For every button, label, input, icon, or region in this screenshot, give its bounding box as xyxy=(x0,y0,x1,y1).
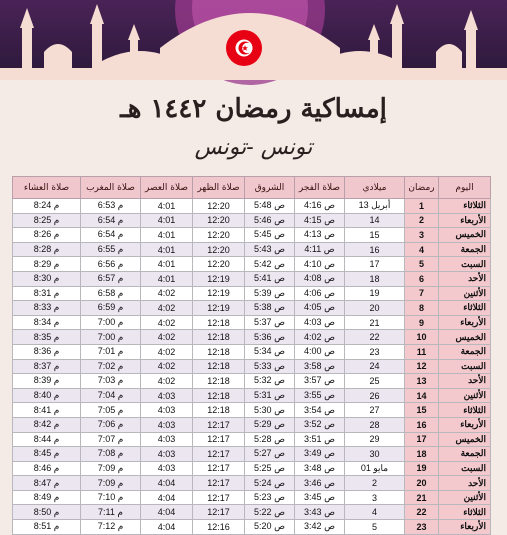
table-row xyxy=(13,271,491,286)
cell-isha: م 8:40 xyxy=(13,388,81,403)
cell-date: 22 xyxy=(345,330,405,345)
cell-day: الجمعة xyxy=(439,242,491,257)
cell-rm: 22 xyxy=(405,505,439,520)
cell-fajr: ص 3:49 xyxy=(295,447,345,462)
cell-day: الأربعاء xyxy=(439,213,491,228)
cell-day: الثلاثاء xyxy=(439,199,491,214)
cell-asr: 4:02 xyxy=(141,301,193,316)
cell-dhuhr: 12:20 xyxy=(193,213,245,228)
table-row xyxy=(13,257,491,272)
col-isha-header: صلاة العشاء xyxy=(13,177,81,199)
cell-sunrise: ص 5:27 xyxy=(245,447,295,462)
cell-date: 18 xyxy=(345,271,405,286)
cell-dhuhr: 12:16 xyxy=(193,520,245,535)
cell-isha: م 8:34 xyxy=(13,315,81,330)
cell-dhuhr: 12:18 xyxy=(193,388,245,403)
cell-asr: 4:03 xyxy=(141,403,193,418)
cell-sunrise: ص 5:23 xyxy=(245,490,295,505)
cell-fajr: ص 4:03 xyxy=(295,315,345,330)
cell-maghrib: م 6:58 xyxy=(81,286,141,301)
cell-date: 20 xyxy=(345,301,405,316)
cell-date: 17 xyxy=(345,257,405,272)
cell-date: مايو 01 xyxy=(345,461,405,476)
cell-dhuhr: 12:18 xyxy=(193,403,245,418)
cell-isha: م 8:41 xyxy=(13,403,81,418)
cell-rm: 8 xyxy=(405,301,439,316)
cell-fajr: ص 4:02 xyxy=(295,330,345,345)
cell-isha: م 8:44 xyxy=(13,432,81,447)
mosque-skyline-banner xyxy=(0,0,507,80)
cell-date: 4 xyxy=(345,505,405,520)
cell-rm: 6 xyxy=(405,271,439,286)
cell-maghrib: م 7:00 xyxy=(81,315,141,330)
cell-sunrise: ص 5:33 xyxy=(245,359,295,374)
table-row xyxy=(13,199,491,214)
cell-asr: 4:03 xyxy=(141,417,193,432)
cell-asr: 4:03 xyxy=(141,432,193,447)
cell-sunrise: ص 5:38 xyxy=(245,301,295,316)
col-asr-header: صلاة العصر xyxy=(141,177,193,199)
cell-fajr: ص 4:16 xyxy=(295,199,345,214)
cell-rm: 4 xyxy=(405,242,439,257)
cell-dhuhr: 12:18 xyxy=(193,359,245,374)
cell-rm: 7 xyxy=(405,286,439,301)
cell-day: الأحد xyxy=(439,374,491,389)
cell-isha: م 8:33 xyxy=(13,301,81,316)
cell-asr: 4:02 xyxy=(141,330,193,345)
cell-day: السبت xyxy=(439,257,491,272)
table-row xyxy=(13,417,491,432)
cell-sunrise: ص 5:42 xyxy=(245,257,295,272)
col-date-header: ميلادي xyxy=(345,177,405,199)
cell-isha: م 8:31 xyxy=(13,286,81,301)
cell-day: السبت xyxy=(439,359,491,374)
cell-maghrib: م 7:05 xyxy=(81,403,141,418)
cell-rm: 21 xyxy=(405,490,439,505)
cell-day: الثلاثاء xyxy=(439,301,491,316)
cell-asr: 4:02 xyxy=(141,374,193,389)
table-row xyxy=(13,461,491,476)
cell-asr: 4:02 xyxy=(141,286,193,301)
cell-maghrib: م 6:55 xyxy=(81,242,141,257)
cell-fajr: ص 3:48 xyxy=(295,461,345,476)
cell-dhuhr: 12:17 xyxy=(193,447,245,462)
table-row xyxy=(13,359,491,374)
prayer-times-table xyxy=(12,176,491,535)
cell-rm: 9 xyxy=(405,315,439,330)
cell-isha: م 8:35 xyxy=(13,330,81,345)
cell-isha: م 8:36 xyxy=(13,344,81,359)
cell-day: الأحد xyxy=(439,476,491,491)
cell-dhuhr: 12:20 xyxy=(193,242,245,257)
col-sunrise-header: الشروق xyxy=(245,177,295,199)
cell-isha: م 8:39 xyxy=(13,374,81,389)
cell-rm: 15 xyxy=(405,403,439,418)
prayer-times-table-wrapper xyxy=(12,176,490,532)
cell-day: الجمعة xyxy=(439,447,491,462)
table-row xyxy=(13,344,491,359)
cell-sunrise: ص 5:37 xyxy=(245,315,295,330)
cell-asr: 4:02 xyxy=(141,359,193,374)
cell-rm: 13 xyxy=(405,374,439,389)
cell-date: 2 xyxy=(345,476,405,491)
cell-asr: 4:03 xyxy=(141,388,193,403)
cell-fajr: ص 3:42 xyxy=(295,520,345,535)
cell-rm: 2 xyxy=(405,213,439,228)
cell-dhuhr: 12:19 xyxy=(193,271,245,286)
col-ramadan-header: رمضان xyxy=(405,177,439,199)
cell-isha: م 8:46 xyxy=(13,461,81,476)
city-subtitle: تونس -تونس xyxy=(194,135,313,160)
table-body xyxy=(13,199,491,535)
col-day-header: اليوم xyxy=(439,177,491,199)
cell-sunrise: ص 5:34 xyxy=(245,344,295,359)
cell-isha: م 8:25 xyxy=(13,213,81,228)
cell-date: 23 xyxy=(345,344,405,359)
cell-day: الأربعاء xyxy=(439,315,491,330)
table-row xyxy=(13,505,491,520)
cell-rm: 20 xyxy=(405,476,439,491)
table-row xyxy=(13,374,491,389)
cell-sunrise: ص 5:24 xyxy=(245,476,295,491)
cell-asr: 4:01 xyxy=(141,228,193,243)
cell-asr: 4:03 xyxy=(141,447,193,462)
cell-day: الأثنين xyxy=(439,388,491,403)
cell-dhuhr: 12:20 xyxy=(193,228,245,243)
cell-asr: 4:04 xyxy=(141,476,193,491)
cell-maghrib: م 7:11 xyxy=(81,505,141,520)
cell-day: الثلاثاء xyxy=(439,403,491,418)
cell-date: أبريل 13 xyxy=(345,199,405,214)
cell-dhuhr: 12:19 xyxy=(193,301,245,316)
table-row xyxy=(13,432,491,447)
cell-date: 24 xyxy=(345,359,405,374)
cell-sunrise: ص 5:32 xyxy=(245,374,295,389)
cell-sunrise: ص 5:45 xyxy=(245,228,295,243)
col-fajr-header: صلاة الفجر xyxy=(295,177,345,199)
cell-sunrise: ص 5:20 xyxy=(245,520,295,535)
cell-asr: 4:01 xyxy=(141,199,193,214)
cell-rm: 23 xyxy=(405,520,439,535)
cell-rm: 18 xyxy=(405,447,439,462)
cell-date: 21 xyxy=(345,315,405,330)
cell-maghrib: م 6:53 xyxy=(81,199,141,214)
cell-rm: 11 xyxy=(405,344,439,359)
cell-asr: 4:03 xyxy=(141,461,193,476)
cell-rm: 16 xyxy=(405,417,439,432)
cell-fajr: ص 4:13 xyxy=(295,228,345,243)
table-row xyxy=(13,490,491,505)
cell-maghrib: م 7:10 xyxy=(81,490,141,505)
cell-date: 14 xyxy=(345,213,405,228)
table-row xyxy=(13,213,491,228)
cell-day: الأربعاء xyxy=(439,417,491,432)
cell-rm: 14 xyxy=(405,388,439,403)
cell-fajr: ص 4:05 xyxy=(295,301,345,316)
cell-day: السبت xyxy=(439,461,491,476)
cell-isha: م 8:50 xyxy=(13,505,81,520)
table-row xyxy=(13,447,491,462)
cell-fajr: ص 3:52 xyxy=(295,417,345,432)
cell-date: 25 xyxy=(345,374,405,389)
cell-date: 3 xyxy=(345,490,405,505)
cell-day: الأحد xyxy=(439,271,491,286)
col-maghrib-header: صلاة المغرب xyxy=(81,177,141,199)
cell-fajr: ص 3:58 xyxy=(295,359,345,374)
cell-asr: 4:01 xyxy=(141,271,193,286)
cell-fajr: ص 4:06 xyxy=(295,286,345,301)
cell-sunrise: ص 5:30 xyxy=(245,403,295,418)
cell-fajr: ص 3:46 xyxy=(295,476,345,491)
cell-day: الجمعة xyxy=(439,344,491,359)
cell-sunrise: ص 5:29 xyxy=(245,417,295,432)
cell-maghrib: م 7:02 xyxy=(81,359,141,374)
cell-day: الخميس xyxy=(439,330,491,345)
cell-dhuhr: 12:17 xyxy=(193,505,245,520)
cell-sunrise: ص 5:43 xyxy=(245,242,295,257)
cell-sunrise: ص 5:48 xyxy=(245,199,295,214)
cell-maghrib: م 7:07 xyxy=(81,432,141,447)
cell-rm: 5 xyxy=(405,257,439,272)
cell-day: الثلاثاء xyxy=(439,505,491,520)
table-row xyxy=(13,403,491,418)
cell-rm: 12 xyxy=(405,359,439,374)
cell-day: الأربعاء xyxy=(439,520,491,535)
cell-isha: م 8:45 xyxy=(13,447,81,462)
cell-dhuhr: 12:18 xyxy=(193,315,245,330)
table-header-row xyxy=(13,177,491,199)
cell-date: 16 xyxy=(345,242,405,257)
cell-isha: م 8:49 xyxy=(13,490,81,505)
cell-asr: 4:02 xyxy=(141,315,193,330)
cell-fajr: ص 3:57 xyxy=(295,374,345,389)
cell-maghrib: م 7:06 xyxy=(81,417,141,432)
cell-dhuhr: 12:20 xyxy=(193,199,245,214)
table-row xyxy=(13,228,491,243)
cell-isha: م 8:26 xyxy=(13,228,81,243)
cell-fajr: ص 4:11 xyxy=(295,242,345,257)
cell-maghrib: م 6:56 xyxy=(81,257,141,272)
cell-fajr: ص 4:15 xyxy=(295,213,345,228)
col-dhuhr-header: صلاة الظهر xyxy=(193,177,245,199)
cell-asr: 4:04 xyxy=(141,505,193,520)
table-row xyxy=(13,242,491,257)
cell-isha: م 8:37 xyxy=(13,359,81,374)
cell-dhuhr: 12:17 xyxy=(193,461,245,476)
cell-dhuhr: 12:18 xyxy=(193,330,245,345)
cell-asr: 4:01 xyxy=(141,213,193,228)
cell-rm: 1 xyxy=(405,199,439,214)
cell-fajr: ص 3:45 xyxy=(295,490,345,505)
cell-fajr: ص 4:08 xyxy=(295,271,345,286)
cell-day: الخميس xyxy=(439,228,491,243)
cell-asr: 4:02 xyxy=(141,344,193,359)
cell-isha: م 8:51 xyxy=(13,520,81,535)
cell-maghrib: م 6:54 xyxy=(81,228,141,243)
cell-dhuhr: 12:18 xyxy=(193,374,245,389)
cell-date: 30 xyxy=(345,447,405,462)
cell-isha: م 8:47 xyxy=(13,476,81,491)
cell-sunrise: ص 5:39 xyxy=(245,286,295,301)
cell-dhuhr: 12:17 xyxy=(193,432,245,447)
cell-maghrib: م 7:09 xyxy=(81,461,141,476)
table-row xyxy=(13,520,491,535)
cell-sunrise: ص 5:31 xyxy=(245,388,295,403)
cell-sunrise: ص 5:25 xyxy=(245,461,295,476)
cell-dhuhr: 12:17 xyxy=(193,476,245,491)
table-row xyxy=(13,286,491,301)
cell-sunrise: ص 5:41 xyxy=(245,271,295,286)
cell-dhuhr: 12:20 xyxy=(193,257,245,272)
cell-maghrib: م 6:59 xyxy=(81,301,141,316)
cell-day: الخميس xyxy=(439,432,491,447)
cell-date: 28 xyxy=(345,417,405,432)
cell-sunrise: ص 5:46 xyxy=(245,213,295,228)
cell-isha: م 8:29 xyxy=(13,257,81,272)
cell-asr: 4:01 xyxy=(141,242,193,257)
table-row xyxy=(13,388,491,403)
cell-maghrib: م 7:04 xyxy=(81,388,141,403)
cell-maghrib: م 7:08 xyxy=(81,447,141,462)
cell-sunrise: ص 5:36 xyxy=(245,330,295,345)
cell-day: الأثنين xyxy=(439,490,491,505)
table-row xyxy=(13,301,491,316)
cell-fajr: ص 4:00 xyxy=(295,344,345,359)
cell-fajr: ص 3:51 xyxy=(295,432,345,447)
cell-isha: م 8:24 xyxy=(13,199,81,214)
cell-maghrib: م 7:03 xyxy=(81,374,141,389)
cell-fajr: ص 3:55 xyxy=(295,388,345,403)
cell-fajr: ص 3:54 xyxy=(295,403,345,418)
cell-date: 29 xyxy=(345,432,405,447)
cell-date: 26 xyxy=(345,388,405,403)
cell-isha: م 8:28 xyxy=(13,242,81,257)
table-row xyxy=(13,330,491,345)
table-row xyxy=(13,476,491,491)
cell-fajr: ص 3:43 xyxy=(295,505,345,520)
cell-rm: 3 xyxy=(405,228,439,243)
cell-fajr: ص 4:10 xyxy=(295,257,345,272)
cell-dhuhr: 12:17 xyxy=(193,490,245,505)
cell-asr: 4:01 xyxy=(141,257,193,272)
cell-maghrib: م 6:54 xyxy=(81,213,141,228)
cell-asr: 4:04 xyxy=(141,520,193,535)
cell-maghrib: م 7:01 xyxy=(81,344,141,359)
cell-rm: 19 xyxy=(405,461,439,476)
page-title: إمساكية رمضان ١٤٤٢ هـ xyxy=(120,94,387,124)
cell-dhuhr: 12:19 xyxy=(193,286,245,301)
cell-rm: 17 xyxy=(405,432,439,447)
cell-date: 15 xyxy=(345,228,405,243)
cell-day: الأثنين xyxy=(439,286,491,301)
cell-maghrib: م 7:12 xyxy=(81,520,141,535)
cell-sunrise: ص 5:28 xyxy=(245,432,295,447)
cell-maghrib: م 6:57 xyxy=(81,271,141,286)
cell-dhuhr: 12:17 xyxy=(193,417,245,432)
cell-asr: 4:04 xyxy=(141,490,193,505)
cell-maghrib: م 7:00 xyxy=(81,330,141,345)
table-row xyxy=(13,315,491,330)
cell-date: 27 xyxy=(345,403,405,418)
cell-rm: 10 xyxy=(405,330,439,345)
cell-date: 19 xyxy=(345,286,405,301)
cell-dhuhr: 12:18 xyxy=(193,344,245,359)
cell-isha: م 8:42 xyxy=(13,417,81,432)
cell-date: 5 xyxy=(345,520,405,535)
cell-isha: م 8:30 xyxy=(13,271,81,286)
cell-sunrise: ص 5:22 xyxy=(245,505,295,520)
cell-maghrib: م 7:09 xyxy=(81,476,141,491)
